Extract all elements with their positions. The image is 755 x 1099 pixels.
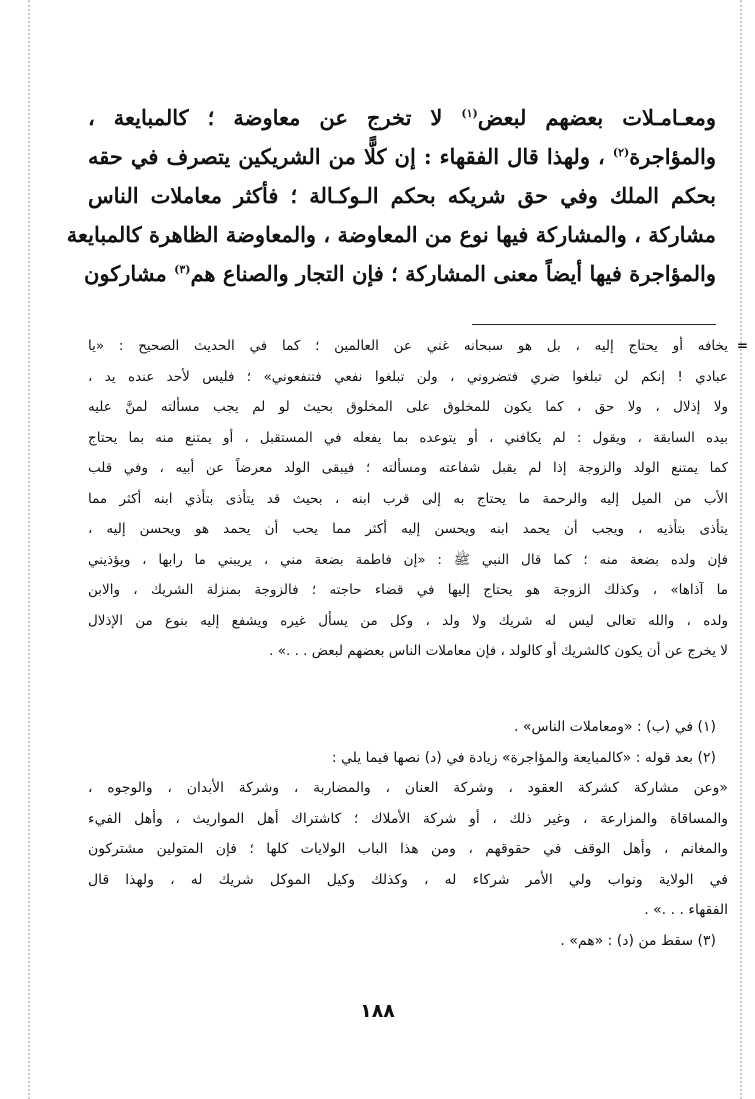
main-line-1-start: ومعـامـلات بعضهم لبعض — [477, 105, 716, 130]
footnote-2-line-3: والمغانم ، وأهل الوقف في حقوقهم ، ومن هذا الباب الولايات كلها ؛ فإن المتولين مشتركون — [88, 841, 728, 857]
left-margin-dotted-line — [28, 0, 30, 1099]
footnote-2-line-4: في الولاية ونواب ولي الأمر شركاء له ، وكذلك وكيل الموكل شريك له ، ولهذا قال — [88, 871, 728, 888]
continued-footnote — [88, 331, 748, 667]
main-line-2-rest: ، ولهذا قال الفقهاء : إن كلًّا من الشريكين يتصرف في حقه — [88, 144, 613, 169]
continuation-marker: = — [736, 338, 748, 354]
note-line-11: لا يخرج عن أن يكون كالشريك أو كالولد ، فإن معاملات الناس بعضهم لبعض . . .» . — [269, 643, 728, 659]
note-line-1-text: يخافه أو يحتاج إليه ، بل هو سبحانه غني عن العالمين ؛ كما في الحديث الصحيح : «يا — [88, 338, 728, 354]
footnote-separator — [472, 324, 716, 325]
footnote-2-head: (٢) بعد قوله : «كالمبايعة والمؤاجرة» زيادة في (د) نصها فيما يلي : — [331, 749, 716, 766]
main-line-5 — [83, 254, 716, 293]
note-line-2: عبادي ! إنكم لن تبلغوا ضري فتضروني ، ولن تبلغوا نفعي فتنفعوني» ؛ فليس لأحد عنده يد ، — [88, 368, 728, 385]
note-line-10: ولده ، والله تعالى ليس له شريك ولا ولد ، وكل من يسأل غيره ويشفع إليه بنوع من الإذلال — [88, 612, 728, 629]
main-line-5-start: والمؤاجرة فيها أيضاً معنى المشاركة ؛ فإن التجار والصناع هم — [190, 261, 716, 286]
main-line-2-start: والمؤاجرة — [629, 144, 716, 169]
main-line-2 — [88, 137, 716, 176]
main-line-5-rest: مشاركون — [83, 261, 175, 286]
footnote-ref-3[interactable]: (٣) — [174, 263, 191, 276]
note-line-6: الأب من الميل إليه والرحمة ما يحتاج به إلى قرب ابنه ، بحيث قد يتأذى بتأذي ابنه أكثر مما — [88, 490, 728, 507]
footnote-ref-1[interactable]: (١) — [461, 107, 478, 120]
note-line-1 — [88, 331, 748, 362]
footnote-2-line-5: الفقهاء . . .» . — [644, 902, 728, 918]
note-line-3: ولا إذلال ، ولا حق ، كما يكون للمخلوق على المخلوق بحيث لو لم يجب مسألته لمنَّ عليه — [88, 399, 728, 415]
page-number: ١٨٨ — [360, 1000, 395, 1022]
footnotes — [88, 712, 728, 956]
main-line-3: بحكم الملك وفي حق شريكه بحكم الـوكـالة ؛ فأكثر معاملات الناس — [88, 183, 716, 208]
right-margin-dotted-line — [740, 0, 742, 1099]
main-line-1-rest: لا تخرج عن معاوضة ؛ كالمبايعة ، — [88, 105, 462, 130]
note-line-8: فإن ولده بضعة منه ؛ كما قال النبي ﷺ : «إن فاطمة بضعة مني ، يريبني ما رابها ، ويؤذيني — [88, 551, 728, 568]
footnote-2-line-2: والمساقاة والمزارعة ، وغير ذلك ، أو شركة الأملاك ؛ كاشتراك أهل المواريث ، وأهل الفيء — [88, 810, 728, 827]
footnote-1: (١) في (ب) : «ومعاملات الناس» . — [514, 719, 716, 735]
main-line-4: مشاركة ، والمشاركة فيها نوع من المعاوضة ، والمعاوضة الظاهرة كالمبايعة — [66, 222, 716, 247]
main-body-text — [66, 98, 716, 293]
note-line-5: كما يمتنع الولد والزوجة إذا لم يقبل شفاعته ومسألته ؛ فيبقى الولد معرضاً عن أبيه ، وفي قلب — [88, 460, 728, 476]
note-line-4: بيده السابقة ، ويقول : لم يكافني ، أو يتوعده بما يفعله في المستقبل ، أو يمتنع منه بما يحتاج — [88, 429, 728, 446]
footnote-3: (٣) سقط من (د) : «هم» . — [560, 932, 716, 949]
note-line-7: يتأذى بتأذيه ، ويجب أن يحمد ابنه ويحسن إليه أكثر مما يحب أن يحمد هو ويحسن إليه ، — [88, 521, 728, 537]
footnote-ref-2[interactable]: (٢) — [612, 146, 630, 159]
main-line-1 — [88, 98, 716, 137]
footnote-2-line-1: «وعن مشاركة كشركة العقود ، وشركة العنان ، والمضاربة ، وشركة الأبدان ، والوجوه ، — [88, 780, 728, 796]
note-line-9: ما آذاها» ، وكذلك الزوجة هو يحتاج إليها في قضاء حاجته ؛ فالزوجة بمنزلة الشريك ، والابن — [88, 582, 728, 598]
